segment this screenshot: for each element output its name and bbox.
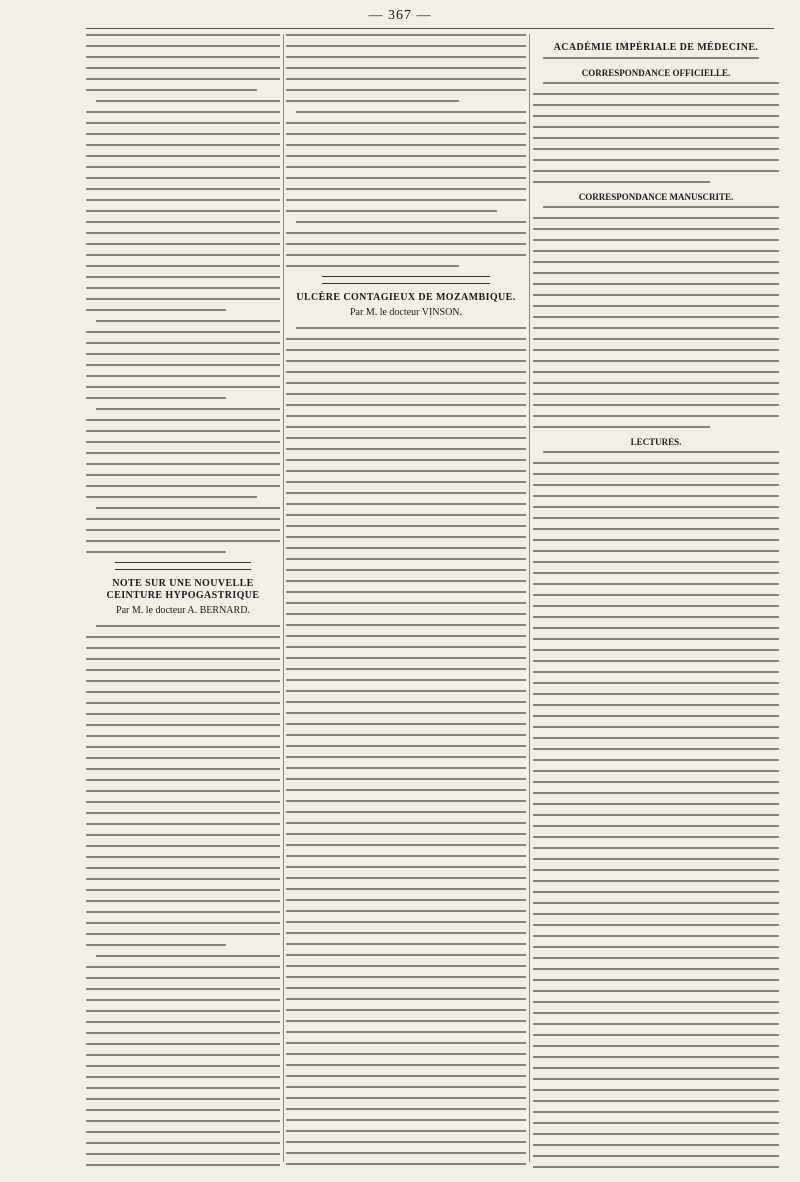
section-heading-academie: ACADÉMIE IMPÉRIALE DE MÉDECINE. [553,42,759,53]
subheading-lectures: LECTURES. [630,437,682,447]
column-3-text-block-c [533,451,779,1168]
column-3-text-block-a [533,82,779,183]
page-number: — 367 — [368,8,432,23]
column-1-text-block-top [86,34,280,553]
column-1 [86,34,280,1168]
column-divider-1 [283,34,284,1162]
subheading-correspondance-officielle: CORRESPONDANCE OFFICIELLE. [581,68,731,78]
section-heading-ulcere: ULCÈRE CONTAGIEUX DE MOZAMBIQUE. [296,292,516,303]
column-3 [533,34,779,1168]
column-2 [286,34,526,1168]
section-separator-2 [322,276,490,284]
subheading-correspondance-manuscrite: CORRESPONDANCE MANUSCRITE. [578,192,734,202]
column-1-text-block-bottom [86,625,280,1168]
column-2-text-block-bottom [286,327,526,1168]
column-divider-2 [529,34,530,1162]
column-3-text-block-b [533,206,779,428]
header-rule [86,28,774,29]
section-separator-1 [115,562,251,570]
column-2-text-block-top [286,34,526,267]
column-3-text-block-intro [533,57,779,59]
section-heading-ceinture: NOTE SUR UNE NOUVELLE CEINTURE HYPOGASTRIQUE [106,578,260,601]
byline-vinson: Par M. le docteur VINSON. [349,307,463,318]
byline-bernard: Par M. le docteur A. BERNARD. [116,605,250,616]
